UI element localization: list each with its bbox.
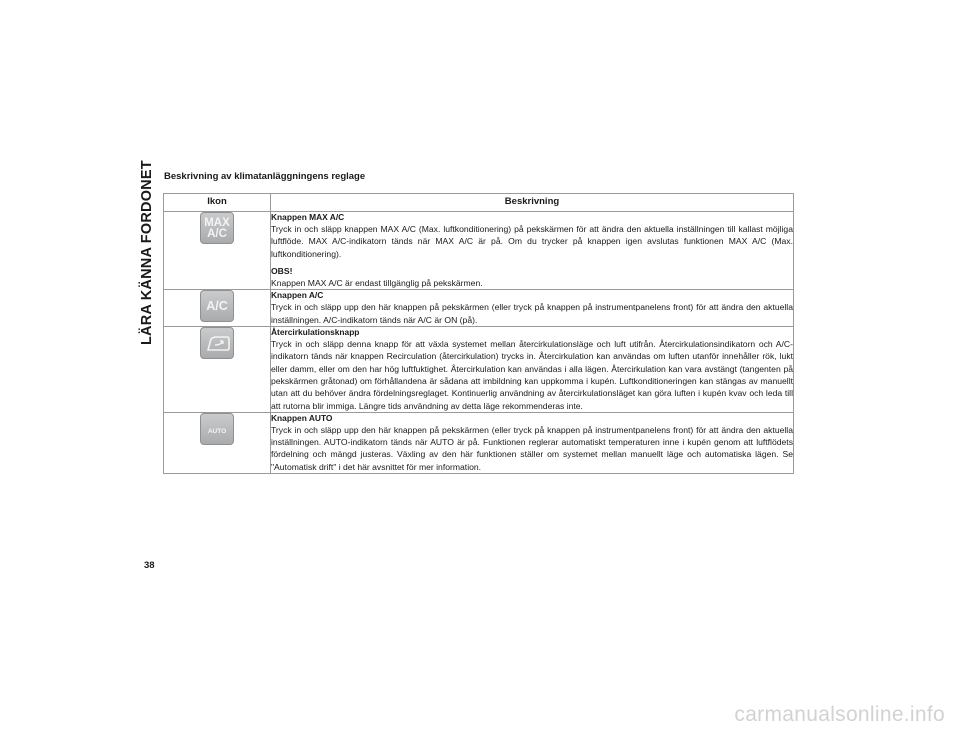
table-row — [164, 290, 794, 327]
watermark[interactable]: carmanualsonline.info — [734, 703, 945, 726]
page-number: 38 — [144, 560, 155, 571]
description-cell — [271, 290, 794, 327]
row-title: Knappen A/C — [271, 290, 324, 301]
max-ac-icon-text-2: A/C — [207, 228, 227, 240]
description-cell — [271, 412, 794, 473]
auto-icon — [200, 413, 234, 445]
climate-controls-table — [163, 193, 794, 474]
max-ac-icon — [200, 212, 234, 244]
ac-icon — [200, 290, 234, 322]
note-title: OBS! — [271, 265, 293, 276]
table-row — [164, 212, 794, 290]
header-icon: Ikon — [164, 194, 271, 212]
row-body: Tryck in och släpp upp den här knappen på pekskärmen (eller tryck på knappen på instrumentpanelens front) för att ändra den aktuella inställningen. AUTO-indikatorn tänds när AUTO är på. Funktionen reglerar automatiskt temperaturen inne i kupén genom att luftflödets fördelning och mängd justeras. Växling av den här funktionen ställer om systemet mellan manuellt läge och automatiska lägen. Se "Automatisk drift" i det här avsnittet för mer information. — [271, 424, 793, 472]
chapter-side-title: LÄRA KÄNNA FORDONET — [139, 160, 155, 345]
table-header-row — [164, 194, 794, 212]
icon-cell — [164, 212, 271, 290]
row-body: Tryck in och släpp denna knapp för att växla systemet mellan återcirkulationsläge och luft utifrån. Återcirkulationsindikatorn och A/C-indikatorn tänds när knappen Recirculation (återcirkulation) trycks in. Återcirkulation kan användas om luften utanför innehåller rök, lukt eller damm, eller om den har hög luftfuktighet. Återcirkulation kan användas i alla lägen. Återcirkulation kan vara avstängt (tangenten på pekskärmen gråtonad) om förhållandena är sådana att imbildning kan uppkomma i kupén. Luftkonditioneringen kan stängas av manuellt utan att du behöver ändra fördelningsreglaget. Kontinuerlig användning av återcirkulationsläget kan göra luften i kupén kvav och leda till att rutorna blir immiga. Längre tids användning av detta läge rekommenderas inte. — [271, 339, 793, 411]
auto-icon-text: AUTO — [207, 427, 227, 435]
ac-icon-text: A/C — [206, 299, 228, 314]
description-cell — [271, 212, 794, 290]
header-description: Beskrivning — [271, 194, 794, 212]
row-title: Återcirkulationsknapp — [271, 327, 360, 338]
row-title: Knappen MAX A/C — [271, 212, 345, 222]
recirculation-icon — [200, 327, 234, 359]
table-row — [164, 412, 794, 473]
note-body: Knappen MAX A/C är endast tillgänglig på pekskärmen. — [271, 278, 483, 289]
max-ac-icon-text-1: MAX — [204, 217, 230, 229]
row-title: Knappen AUTO — [271, 412, 333, 423]
description-cell — [271, 327, 794, 413]
table-row — [164, 327, 794, 413]
icon-cell — [164, 327, 271, 413]
icon-cell — [164, 290, 271, 327]
row-body: Tryck in och släpp upp den här knappen på pekskärmen (eller tryck på knappen på instrumentpanelens front) för att ändra den aktuella inställningen. A/C-indikatorn tänds när A/C är ON (på). — [271, 302, 793, 325]
section-heading: Beskrivning av klimatanläggningens reglage — [164, 171, 366, 182]
icon-cell — [164, 412, 271, 473]
row-body: Tryck in och släpp knappen MAX A/C (Max. luftkonditionering) på pekskärmen för att ändra den aktuella inställningen till kallast möjliga luftflöde. MAX A/C-indikatorn tänds när MAX A/C är på. Om du trycker på knappen igen avslutas funktionen MAX A/C (Max. luftkonditionering). — [271, 224, 793, 259]
